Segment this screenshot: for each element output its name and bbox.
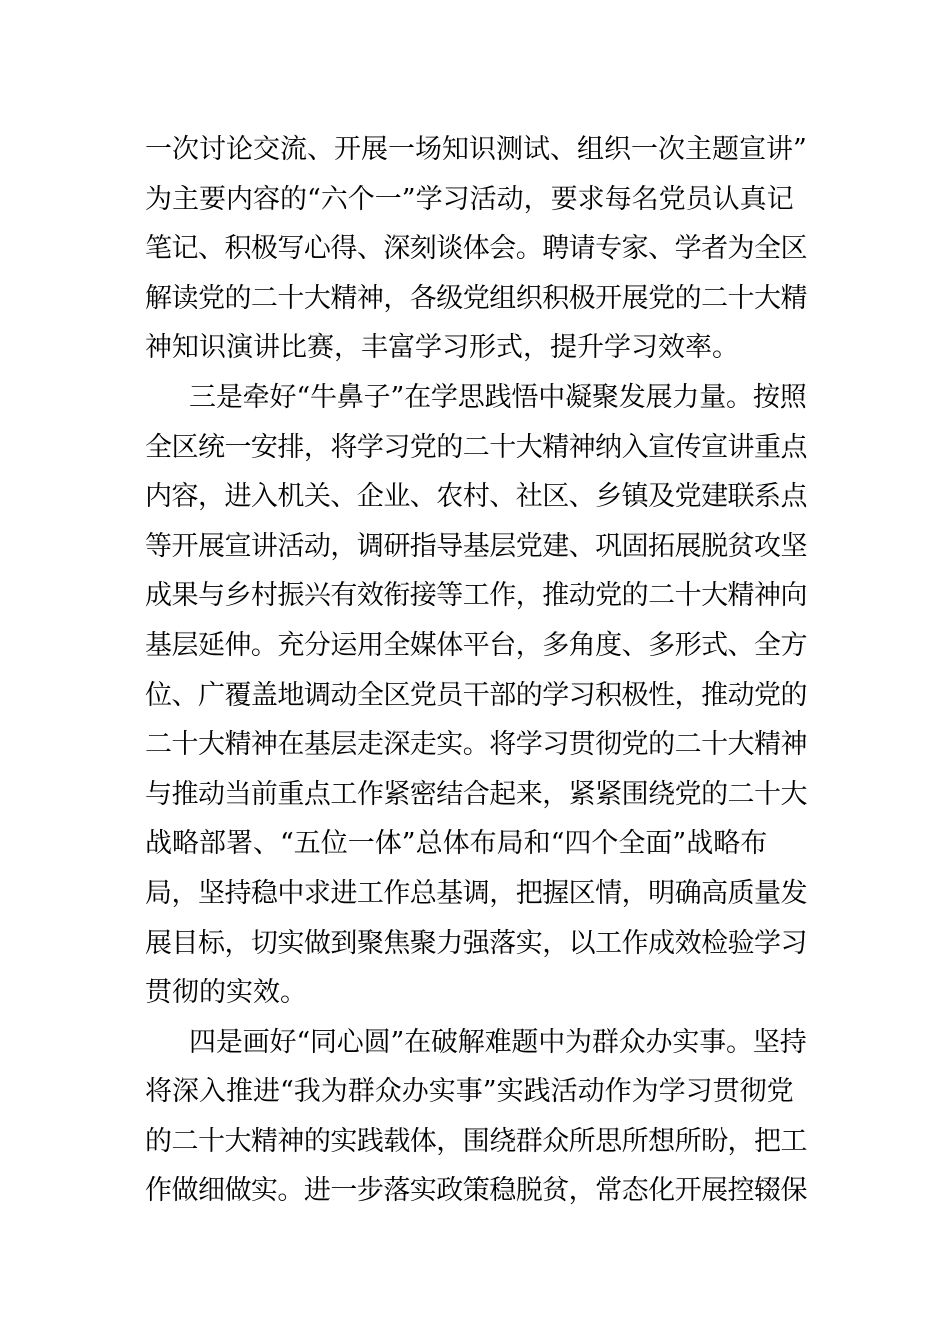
text-line: 成果与乡村振兴有效衔接等工作，推动党的二十大精神向	[145, 580, 807, 612]
text-line: 为主要内容的“六个一”学习活动，要求每名党员认真记	[145, 183, 794, 215]
text-line: 的二十大精神的实践载体，围绕群众所思所想所盼，把工	[145, 1125, 807, 1157]
text-line: 作做细做实。进一步落实政策稳脱贫，常态化开展控辍保	[145, 1175, 807, 1207]
text-line: 将深入推进“我为群众办实事”实践活动作为学习贯彻党	[145, 1076, 794, 1108]
text-line: 战略部署、“五位一体”总体布局和“四个全面”战略布	[145, 828, 768, 860]
text-line: 基层延伸。充分运用全媒体平台，多角度、多形式、全方	[145, 629, 807, 661]
text-line: 贯彻的实效。	[145, 977, 307, 1009]
text-line: 全区统一安排，将学习党的二十大精神纳入宣传宣讲重点	[145, 431, 807, 463]
text-line: 神知识演讲比赛，丰富学习形式，提升学习效率。	[145, 332, 739, 364]
text-line: 一次讨论交流、开展一场知识测试、组织一次主题宣讲”	[145, 134, 807, 165]
text-line: 内容，进入机关、企业、农村、社区、乡镇及党建联系点	[145, 481, 807, 513]
body-text	[145, 125, 807, 1216]
text-line: 与推动当前重点工作紧密结合起来，紧紧围绕党的二十大	[145, 778, 807, 810]
text-line: 等开展宣讲活动，调研指导基层党建、巩固拓展脱贫攻坚	[145, 530, 807, 562]
text-line: 位、广覆盖地调动全区党员干部的学习积极性，推动党的	[145, 679, 807, 711]
text-line: 二十大精神在基层走深走实。将学习贯彻党的二十大精神	[145, 729, 807, 761]
text-line: 笔记、积极写心得、深刻谈体会。聘请专家、学者为全区	[145, 233, 807, 265]
text-line: 局，坚持稳中求进工作总基调，把握区情，明确高质量发	[145, 877, 807, 909]
text-line: 展目标，切实做到聚焦聚力强落实，以工作成效检验学习	[145, 927, 807, 959]
text-line: 解读党的二十大精神，各级党组织积极开展党的二十大精	[145, 282, 807, 314]
paragraph-first-line: 四是画好“同心圆”在破解难题中为群众办实事。坚持	[189, 1026, 807, 1058]
paragraph-first-line: 三是牵好“牛鼻子”在学思践悟中凝聚发展力量。按照	[189, 381, 807, 413]
